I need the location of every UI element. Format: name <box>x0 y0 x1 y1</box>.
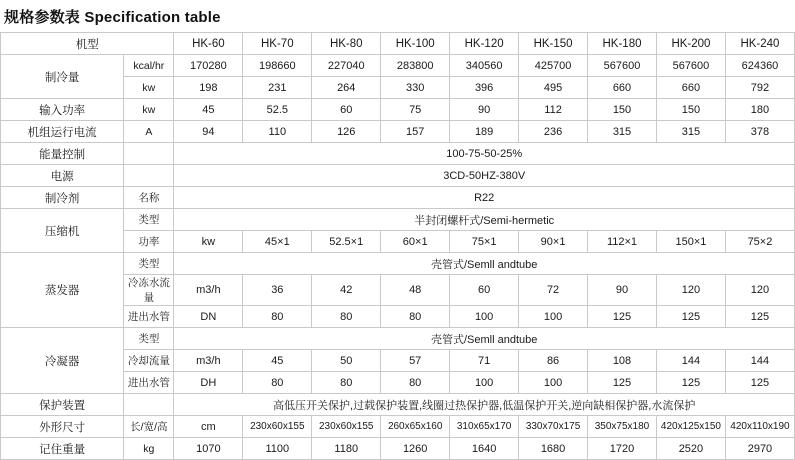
cell: 378 <box>725 121 794 143</box>
header-model-label: 机型 <box>1 33 174 55</box>
row-label-refrigerant: 制冷剂 <box>1 187 124 209</box>
cell: 231 <box>243 77 312 99</box>
cell: 1720 <box>588 438 657 460</box>
row-subunit: m3/h <box>174 350 243 372</box>
cell: 120 <box>725 275 794 306</box>
cell-merged: 壳管式/Semll andtube <box>174 253 795 275</box>
table-row <box>1 121 795 143</box>
cell: 330 <box>381 77 450 99</box>
cell: 86 <box>519 350 588 372</box>
row-unit: 类型 <box>124 328 174 350</box>
header-row <box>1 33 795 55</box>
row-unit <box>124 143 174 165</box>
header-model-7: HK-200 <box>656 33 725 55</box>
page-title: 规格参数表 Specification table <box>4 9 221 26</box>
cell: 125 <box>725 306 794 328</box>
cell: 396 <box>450 77 519 99</box>
table-row <box>1 55 795 77</box>
cell: 75 <box>381 99 450 121</box>
row-unit: 类型 <box>124 209 174 231</box>
cell: 80 <box>381 372 450 394</box>
row-unit <box>124 394 174 416</box>
header-model-1: HK-70 <box>243 33 312 55</box>
cell: 80 <box>381 306 450 328</box>
row-label-compressor: 压缩机 <box>1 209 124 253</box>
row-subunit: DH <box>174 372 243 394</box>
cell: 1070 <box>174 438 243 460</box>
row-label-dimensions: 外形尺寸 <box>1 416 124 438</box>
cell: 52.5 <box>243 99 312 121</box>
cell: 1640 <box>450 438 519 460</box>
cell: 48 <box>381 275 450 306</box>
header-model-8: HK-240 <box>725 33 794 55</box>
header-model-4: HK-120 <box>450 33 519 55</box>
cell: 100 <box>519 372 588 394</box>
cell: 1260 <box>381 438 450 460</box>
row-label-protection-device: 保护装置 <box>1 394 124 416</box>
row-unit: 冷却流量 <box>124 350 174 372</box>
cell: 126 <box>312 121 381 143</box>
cell: 189 <box>450 121 519 143</box>
cell: 57 <box>381 350 450 372</box>
cell: 157 <box>381 121 450 143</box>
row-label-weight: 记住重量 <box>1 438 124 460</box>
cell: 283800 <box>381 55 450 77</box>
cell: 198660 <box>243 55 312 77</box>
cell: 60 <box>450 275 519 306</box>
cell: 350x75x180 <box>588 416 657 438</box>
table-row <box>1 416 795 438</box>
cell: 125 <box>588 306 657 328</box>
cell: 90 <box>588 275 657 306</box>
table-row <box>1 394 795 416</box>
cell: 420x125x150 <box>656 416 725 438</box>
cell: 1100 <box>243 438 312 460</box>
table-row <box>1 328 795 350</box>
row-label-evaporator: 蒸发器 <box>1 253 124 328</box>
row-label-capacity-control: 能量控制 <box>1 143 124 165</box>
cell: 100 <box>450 306 519 328</box>
row-unit: kcal/hr <box>124 55 174 77</box>
cell: 315 <box>656 121 725 143</box>
cell: 567600 <box>656 55 725 77</box>
cell: 180 <box>725 99 794 121</box>
header-model-3: HK-100 <box>381 33 450 55</box>
cell: 792 <box>725 77 794 99</box>
cell-merged: 100-75-50-25% <box>174 143 795 165</box>
cell: 144 <box>725 350 794 372</box>
cell: 60 <box>312 99 381 121</box>
cell: 2520 <box>656 438 725 460</box>
cell: 100 <box>519 306 588 328</box>
row-subunit: kw <box>174 231 243 253</box>
row-unit: 名称 <box>124 187 174 209</box>
row-unit: 冷冻水流量 <box>124 275 174 306</box>
cell: 236 <box>519 121 588 143</box>
cell: 624360 <box>725 55 794 77</box>
specification-table <box>0 32 795 460</box>
row-label-input-power: 输入功率 <box>1 99 124 121</box>
row-subunit: cm <box>174 416 243 438</box>
row-subunit: m3/h <box>174 275 243 306</box>
cell: 60×1 <box>381 231 450 253</box>
cell: 80 <box>243 372 312 394</box>
cell: 110 <box>243 121 312 143</box>
row-unit: kw <box>124 77 174 99</box>
row-unit: kg <box>124 438 174 460</box>
cell: 125 <box>656 372 725 394</box>
table-row <box>1 143 795 165</box>
cell: 198 <box>174 77 243 99</box>
cell: 75×2 <box>725 231 794 253</box>
cell: 42 <box>312 275 381 306</box>
header-model-5: HK-150 <box>519 33 588 55</box>
cell: 660 <box>656 77 725 99</box>
table-row <box>1 253 795 275</box>
cell: 100 <box>450 372 519 394</box>
cell: 125 <box>588 372 657 394</box>
header-model-6: HK-180 <box>588 33 657 55</box>
cell: 660 <box>588 77 657 99</box>
cell: 80 <box>312 372 381 394</box>
cell: 144 <box>656 350 725 372</box>
cell: 52.5×1 <box>312 231 381 253</box>
cell: 330x70x175 <box>519 416 588 438</box>
row-unit: 进出水管 <box>124 306 174 328</box>
cell-merged: 壳管式/Semll andtube <box>174 328 795 350</box>
cell: 264 <box>312 77 381 99</box>
table-row <box>1 438 795 460</box>
header-model-2: HK-80 <box>312 33 381 55</box>
cell: 112×1 <box>588 231 657 253</box>
cell: 340560 <box>450 55 519 77</box>
cell: 150 <box>656 99 725 121</box>
cell: 150 <box>588 99 657 121</box>
header-model-0: HK-60 <box>174 33 243 55</box>
cell: 567600 <box>588 55 657 77</box>
cell: 112 <box>519 99 588 121</box>
cell: 45 <box>243 350 312 372</box>
cell: 94 <box>174 121 243 143</box>
cell: 90 <box>450 99 519 121</box>
table-row <box>1 209 795 231</box>
table-header <box>1 33 795 55</box>
row-unit: 长/宽/高 <box>124 416 174 438</box>
cell: 50 <box>312 350 381 372</box>
cell: 1180 <box>312 438 381 460</box>
cell: 425700 <box>519 55 588 77</box>
cell-merged: 半封闭螺杆式/Semi-hermetic <box>174 209 795 231</box>
table-row <box>1 187 795 209</box>
cell: 170280 <box>174 55 243 77</box>
cell: 315 <box>588 121 657 143</box>
cell: 227040 <box>312 55 381 77</box>
row-unit: 功率 <box>124 231 174 253</box>
cell: 125 <box>725 372 794 394</box>
row-unit <box>124 165 174 187</box>
row-label-cooling-capacity: 制冷量 <box>1 55 124 99</box>
cell: 120 <box>656 275 725 306</box>
cell: 230x60x155 <box>312 416 381 438</box>
cell: 71 <box>450 350 519 372</box>
cell-merged: R22 <box>174 187 795 209</box>
row-subunit: DN <box>174 306 243 328</box>
cell-merged: 高低压开关保护,过载保护装置,线圈过热保护器,低温保护开关,逆向缺相保护器,水流保护 <box>174 394 795 416</box>
row-unit: kw <box>124 99 174 121</box>
cell: 2970 <box>725 438 794 460</box>
row-unit: A <box>124 121 174 143</box>
table-body <box>1 55 795 460</box>
row-label-power-supply: 电源 <box>1 165 124 187</box>
cell: 1680 <box>519 438 588 460</box>
cell: 45 <box>174 99 243 121</box>
cell: 420x110x190 <box>725 416 794 438</box>
cell: 90×1 <box>519 231 588 253</box>
cell: 495 <box>519 77 588 99</box>
cell: 36 <box>243 275 312 306</box>
table-row <box>1 165 795 187</box>
cell: 45×1 <box>243 231 312 253</box>
cell: 108 <box>588 350 657 372</box>
cell: 72 <box>519 275 588 306</box>
cell: 260x65x160 <box>381 416 450 438</box>
cell: 150×1 <box>656 231 725 253</box>
cell: 310x65x170 <box>450 416 519 438</box>
cell-merged: 3CD-50HZ-380V <box>174 165 795 187</box>
row-label-running-current: 机组运行电流 <box>1 121 124 143</box>
row-unit: 类型 <box>124 253 174 275</box>
cell: 80 <box>312 306 381 328</box>
table-row <box>1 99 795 121</box>
row-unit: 进出水管 <box>124 372 174 394</box>
cell: 80 <box>243 306 312 328</box>
row-label-condenser: 冷凝器 <box>1 328 124 394</box>
cell: 75×1 <box>450 231 519 253</box>
cell: 230x60x155 <box>243 416 312 438</box>
cell: 125 <box>656 306 725 328</box>
